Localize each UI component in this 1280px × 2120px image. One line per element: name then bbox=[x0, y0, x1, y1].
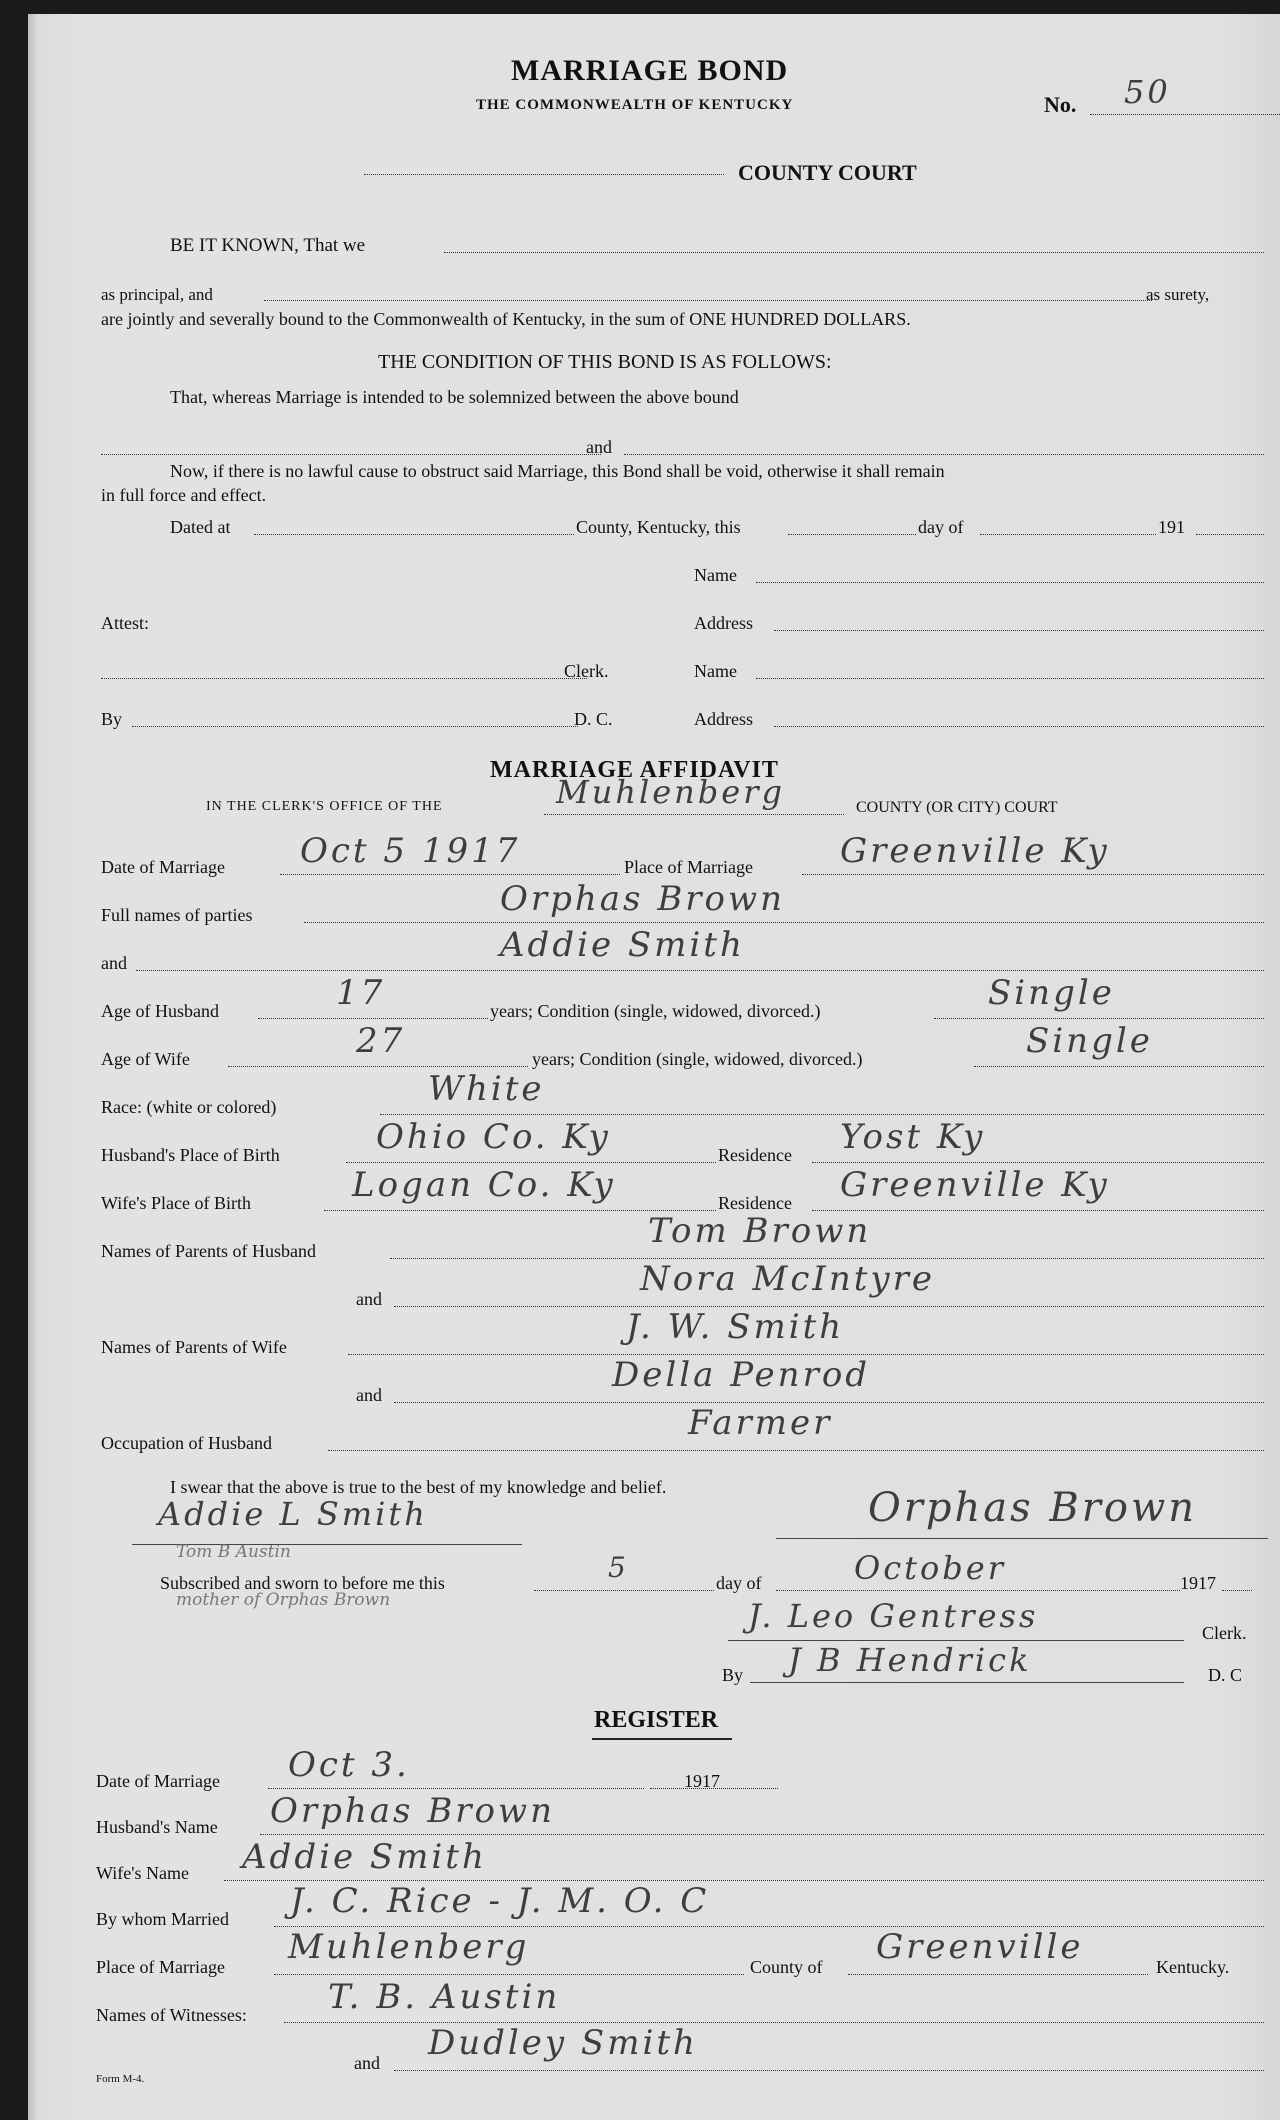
principal-address-label: Address bbox=[694, 613, 753, 633]
wife-parents-and: and bbox=[356, 1385, 382, 1405]
dated-year-line bbox=[1196, 534, 1264, 535]
husband-residence-line bbox=[812, 1162, 1264, 1163]
reg-year-line bbox=[650, 1788, 778, 1789]
bond-subtitle: THE COMMONWEALTH OF KENTUCKY bbox=[476, 97, 794, 113]
bound-party1-line bbox=[101, 454, 601, 455]
deputy-signature: J B Hendrick bbox=[788, 1641, 1032, 1679]
husband-signature-line bbox=[776, 1538, 1268, 1539]
husband-birth-value: Ohio Co. Ky bbox=[376, 1117, 611, 1157]
surety-address-label: Address bbox=[694, 709, 753, 729]
party2-line bbox=[136, 970, 1264, 971]
reg-witness1-value: T. B. Austin bbox=[328, 1977, 561, 2017]
wife-birth-label: Wife's Place of Birth bbox=[101, 1193, 251, 1213]
full-names-label: Full names of parties bbox=[101, 905, 253, 925]
reg-county-line bbox=[848, 1974, 1148, 1975]
age-husband-line bbox=[258, 1018, 488, 1019]
sworn-day-line bbox=[534, 1590, 714, 1591]
husband-residence-value: Yost Ky bbox=[840, 1117, 986, 1157]
dated-at-line bbox=[254, 534, 574, 535]
wife-residence-label: Residence bbox=[718, 1193, 792, 1213]
affidavit-county-line bbox=[544, 814, 844, 815]
reg-date-value: Oct 3. bbox=[288, 1745, 410, 1785]
party1-value: Orphas Brown bbox=[500, 879, 786, 919]
faint-note-2: mother of Orphas Brown bbox=[176, 1590, 391, 1610]
reg-witness-and: and bbox=[354, 2053, 380, 2073]
reg-county-of: County of bbox=[750, 1957, 823, 1977]
principal-name-label: Name bbox=[694, 565, 737, 585]
as-surety: as surety, bbox=[1146, 285, 1210, 304]
surety-address-line bbox=[774, 726, 1264, 727]
age-wife-value: 27 bbox=[356, 1021, 406, 1061]
dated-at: Dated at bbox=[170, 517, 231, 537]
aff-place-label: Place of Marriage bbox=[624, 857, 753, 877]
husband-parents-and: and bbox=[356, 1289, 382, 1309]
reg-place-value: Muhlenberg bbox=[288, 1927, 530, 1967]
condition-wife-line bbox=[974, 1066, 1264, 1067]
county-court-line bbox=[364, 174, 724, 175]
occupation-label: Occupation of Husband bbox=[101, 1433, 272, 1453]
sworn-day-value: 5 bbox=[608, 1551, 629, 1584]
party2-value: Addie Smith bbox=[500, 925, 745, 965]
principal-name-line bbox=[756, 582, 1264, 583]
parents-wife-label: Names of Parents of Wife bbox=[101, 1337, 287, 1357]
aff-date-value: Oct 5 1917 bbox=[300, 831, 521, 871]
condition-heading: THE CONDITION OF THIS BOND IS AS FOLLOWS: bbox=[378, 351, 832, 373]
condition-husband-value: Single bbox=[988, 973, 1115, 1013]
aff-clerk-label: Clerk. bbox=[1202, 1623, 1247, 1643]
attest-clerk-line bbox=[101, 678, 587, 679]
occupation-line bbox=[328, 1450, 1264, 1451]
wife-parent2-value: Della Penrod bbox=[612, 1355, 871, 1395]
wife-residence-value: Greenville Ky bbox=[840, 1165, 1110, 1205]
now-if-text: Now, if there is no lawful cause to obstruct said Marriage, this Bond shall be void, otherwise it shall remain bbox=[170, 461, 945, 481]
aff-by-label: By bbox=[722, 1665, 744, 1685]
register-title: REGISTER bbox=[594, 1707, 719, 1733]
aff-date-label: Date of Marriage bbox=[101, 857, 225, 877]
reg-witness2-value: Dudley Smith bbox=[428, 2023, 698, 2063]
sworn-year-line bbox=[1222, 1590, 1252, 1591]
wife-residence-line bbox=[812, 1210, 1264, 1211]
parties-and: and bbox=[101, 953, 127, 973]
aff-dc-label: D. C bbox=[1208, 1665, 1243, 1685]
bond-number-line bbox=[1090, 114, 1280, 115]
years-condition-wife: years; Condition (single, widowed, divorced.) bbox=[532, 1049, 863, 1069]
deputy-signature-line bbox=[750, 1682, 1184, 1683]
wife-signature: Addie L Smith bbox=[158, 1495, 428, 1533]
bond-title: MARRIAGE BOND bbox=[511, 54, 789, 87]
dated-month-line bbox=[980, 534, 1156, 535]
reg-witnesses-label: Names of Witnesses: bbox=[96, 2005, 247, 2025]
bond-number-label: No. bbox=[1044, 92, 1077, 117]
affidavit-county-value: Muhlenberg bbox=[556, 773, 785, 811]
bond-clerk-label: Clerk. bbox=[564, 661, 609, 681]
bound-party2-line bbox=[624, 454, 1264, 455]
whereas-text: That, whereas Marriage is intended to be solemnized between the above bound bbox=[170, 387, 739, 407]
reg-wife-value: Addie Smith bbox=[242, 1837, 487, 1877]
principal-line bbox=[444, 252, 1264, 253]
bond-number-value: 50 bbox=[1124, 73, 1171, 111]
be-it-known: BE IT KNOWN, That we bbox=[170, 235, 366, 256]
bond-by-line bbox=[132, 726, 578, 727]
husband-signature: Orphas Brown bbox=[868, 1485, 1197, 1531]
form-number: Form M-4. bbox=[96, 2073, 145, 2085]
reg-witness2-line bbox=[394, 2070, 1264, 2071]
reg-year: 1917 bbox=[684, 1771, 720, 1791]
clerks-office-label: IN THE CLERK'S OFFICE OF THE bbox=[206, 799, 443, 814]
race-line bbox=[380, 1114, 1264, 1115]
sworn-month-value: October bbox=[854, 1549, 1006, 1587]
principal-address-line bbox=[774, 630, 1264, 631]
dated-day-of: day of bbox=[918, 517, 964, 537]
sworn-year: 1917 bbox=[1180, 1573, 1216, 1593]
bond-by-label: By bbox=[101, 709, 123, 729]
sworn-day-of: day of bbox=[716, 1573, 762, 1593]
reg-husband-label: Husband's Name bbox=[96, 1817, 218, 1837]
dated-year: 191 bbox=[1158, 517, 1185, 537]
bound-and: and bbox=[586, 437, 612, 457]
as-principal: as principal, and bbox=[101, 285, 213, 304]
aff-place-value: Greenville Ky bbox=[840, 831, 1110, 871]
county-or-city-court: COUNTY (OR CITY) COURT bbox=[856, 799, 1058, 816]
reg-kentucky: Kentucky. bbox=[1156, 1957, 1230, 1977]
bond-dc-label: D. C. bbox=[574, 709, 613, 729]
county-kentucky-this: County, Kentucky, this bbox=[576, 517, 741, 537]
surety-name-line bbox=[756, 678, 1264, 679]
wife-parent1-value: J. W. Smith bbox=[626, 1307, 845, 1347]
husband-birth-label: Husband's Place of Birth bbox=[101, 1145, 280, 1165]
race-label: Race: (white or colored) bbox=[101, 1097, 277, 1117]
age-wife-line bbox=[228, 1066, 528, 1067]
condition-wife-value: Single bbox=[1026, 1021, 1153, 1061]
husband-residence-label: Residence bbox=[718, 1145, 792, 1165]
sworn-month-line bbox=[776, 1590, 1180, 1591]
wife-birth-value: Logan Co. Ky bbox=[352, 1165, 616, 1205]
party1-line bbox=[304, 922, 1264, 923]
reg-by-whom-value: J. C. Rice - J. M. O. C bbox=[290, 1881, 710, 1921]
swear-statement: I swear that the above is true to the best of my knowledge and belief. bbox=[170, 1477, 667, 1497]
condition-husband-line bbox=[934, 1018, 1264, 1019]
aff-date-line bbox=[280, 874, 620, 875]
surety-line bbox=[264, 300, 1152, 301]
age-husband-label: Age of Husband bbox=[101, 1001, 219, 1021]
faint-note-1: Tom B Austin bbox=[176, 1542, 291, 1562]
husband-parent1-value: Tom Brown bbox=[648, 1211, 872, 1251]
race-value: White bbox=[428, 1069, 545, 1109]
occupation-value: Farmer bbox=[688, 1403, 833, 1443]
attest-label: Attest: bbox=[101, 613, 149, 633]
reg-county-value: Greenville bbox=[876, 1927, 1084, 1967]
clerk-signature: J. Leo Gentress bbox=[748, 1597, 1039, 1635]
affidavit-title: MARRIAGE AFFIDAVIT bbox=[490, 757, 779, 783]
years-condition-husband: years; Condition (single, widowed, divorced.) bbox=[490, 1001, 821, 1021]
reg-date-label: Date of Marriage bbox=[96, 1771, 220, 1791]
reg-by-whom-label: By whom Married bbox=[96, 1909, 229, 1929]
husband-parent2-value: Nora McIntyre bbox=[640, 1259, 935, 1299]
husband-birth-line bbox=[346, 1162, 716, 1163]
parents-husband-label: Names of Parents of Husband bbox=[101, 1241, 316, 1261]
jointly-bound: are jointly and severally bound to the Commonwealth of Kentucky, in the sum of ONE HUNDRED DOLLARS. bbox=[101, 309, 911, 329]
reg-place-line bbox=[274, 1974, 744, 1975]
full-force-text: in full force and effect. bbox=[101, 485, 267, 505]
reg-husband-value: Orphas Brown bbox=[270, 1791, 556, 1831]
age-wife-label: Age of Wife bbox=[101, 1049, 190, 1069]
reg-place-label: Place of Marriage bbox=[96, 1957, 225, 1977]
dated-day-line bbox=[788, 534, 916, 535]
aff-place-line bbox=[802, 874, 1264, 875]
marriage-bond-sheet bbox=[28, 14, 1280, 2120]
register-title-underline bbox=[592, 1738, 732, 1740]
reg-husband-line bbox=[260, 1834, 1264, 1835]
surety-name-label: Name bbox=[694, 661, 737, 681]
age-husband-value: 17 bbox=[336, 973, 386, 1013]
reg-date-line bbox=[268, 1788, 644, 1789]
reg-wife-label: Wife's Name bbox=[96, 1863, 189, 1883]
county-court-label: COUNTY COURT bbox=[738, 160, 917, 185]
subscribed-label: Subscribed and sworn to before me this bbox=[160, 1573, 445, 1593]
